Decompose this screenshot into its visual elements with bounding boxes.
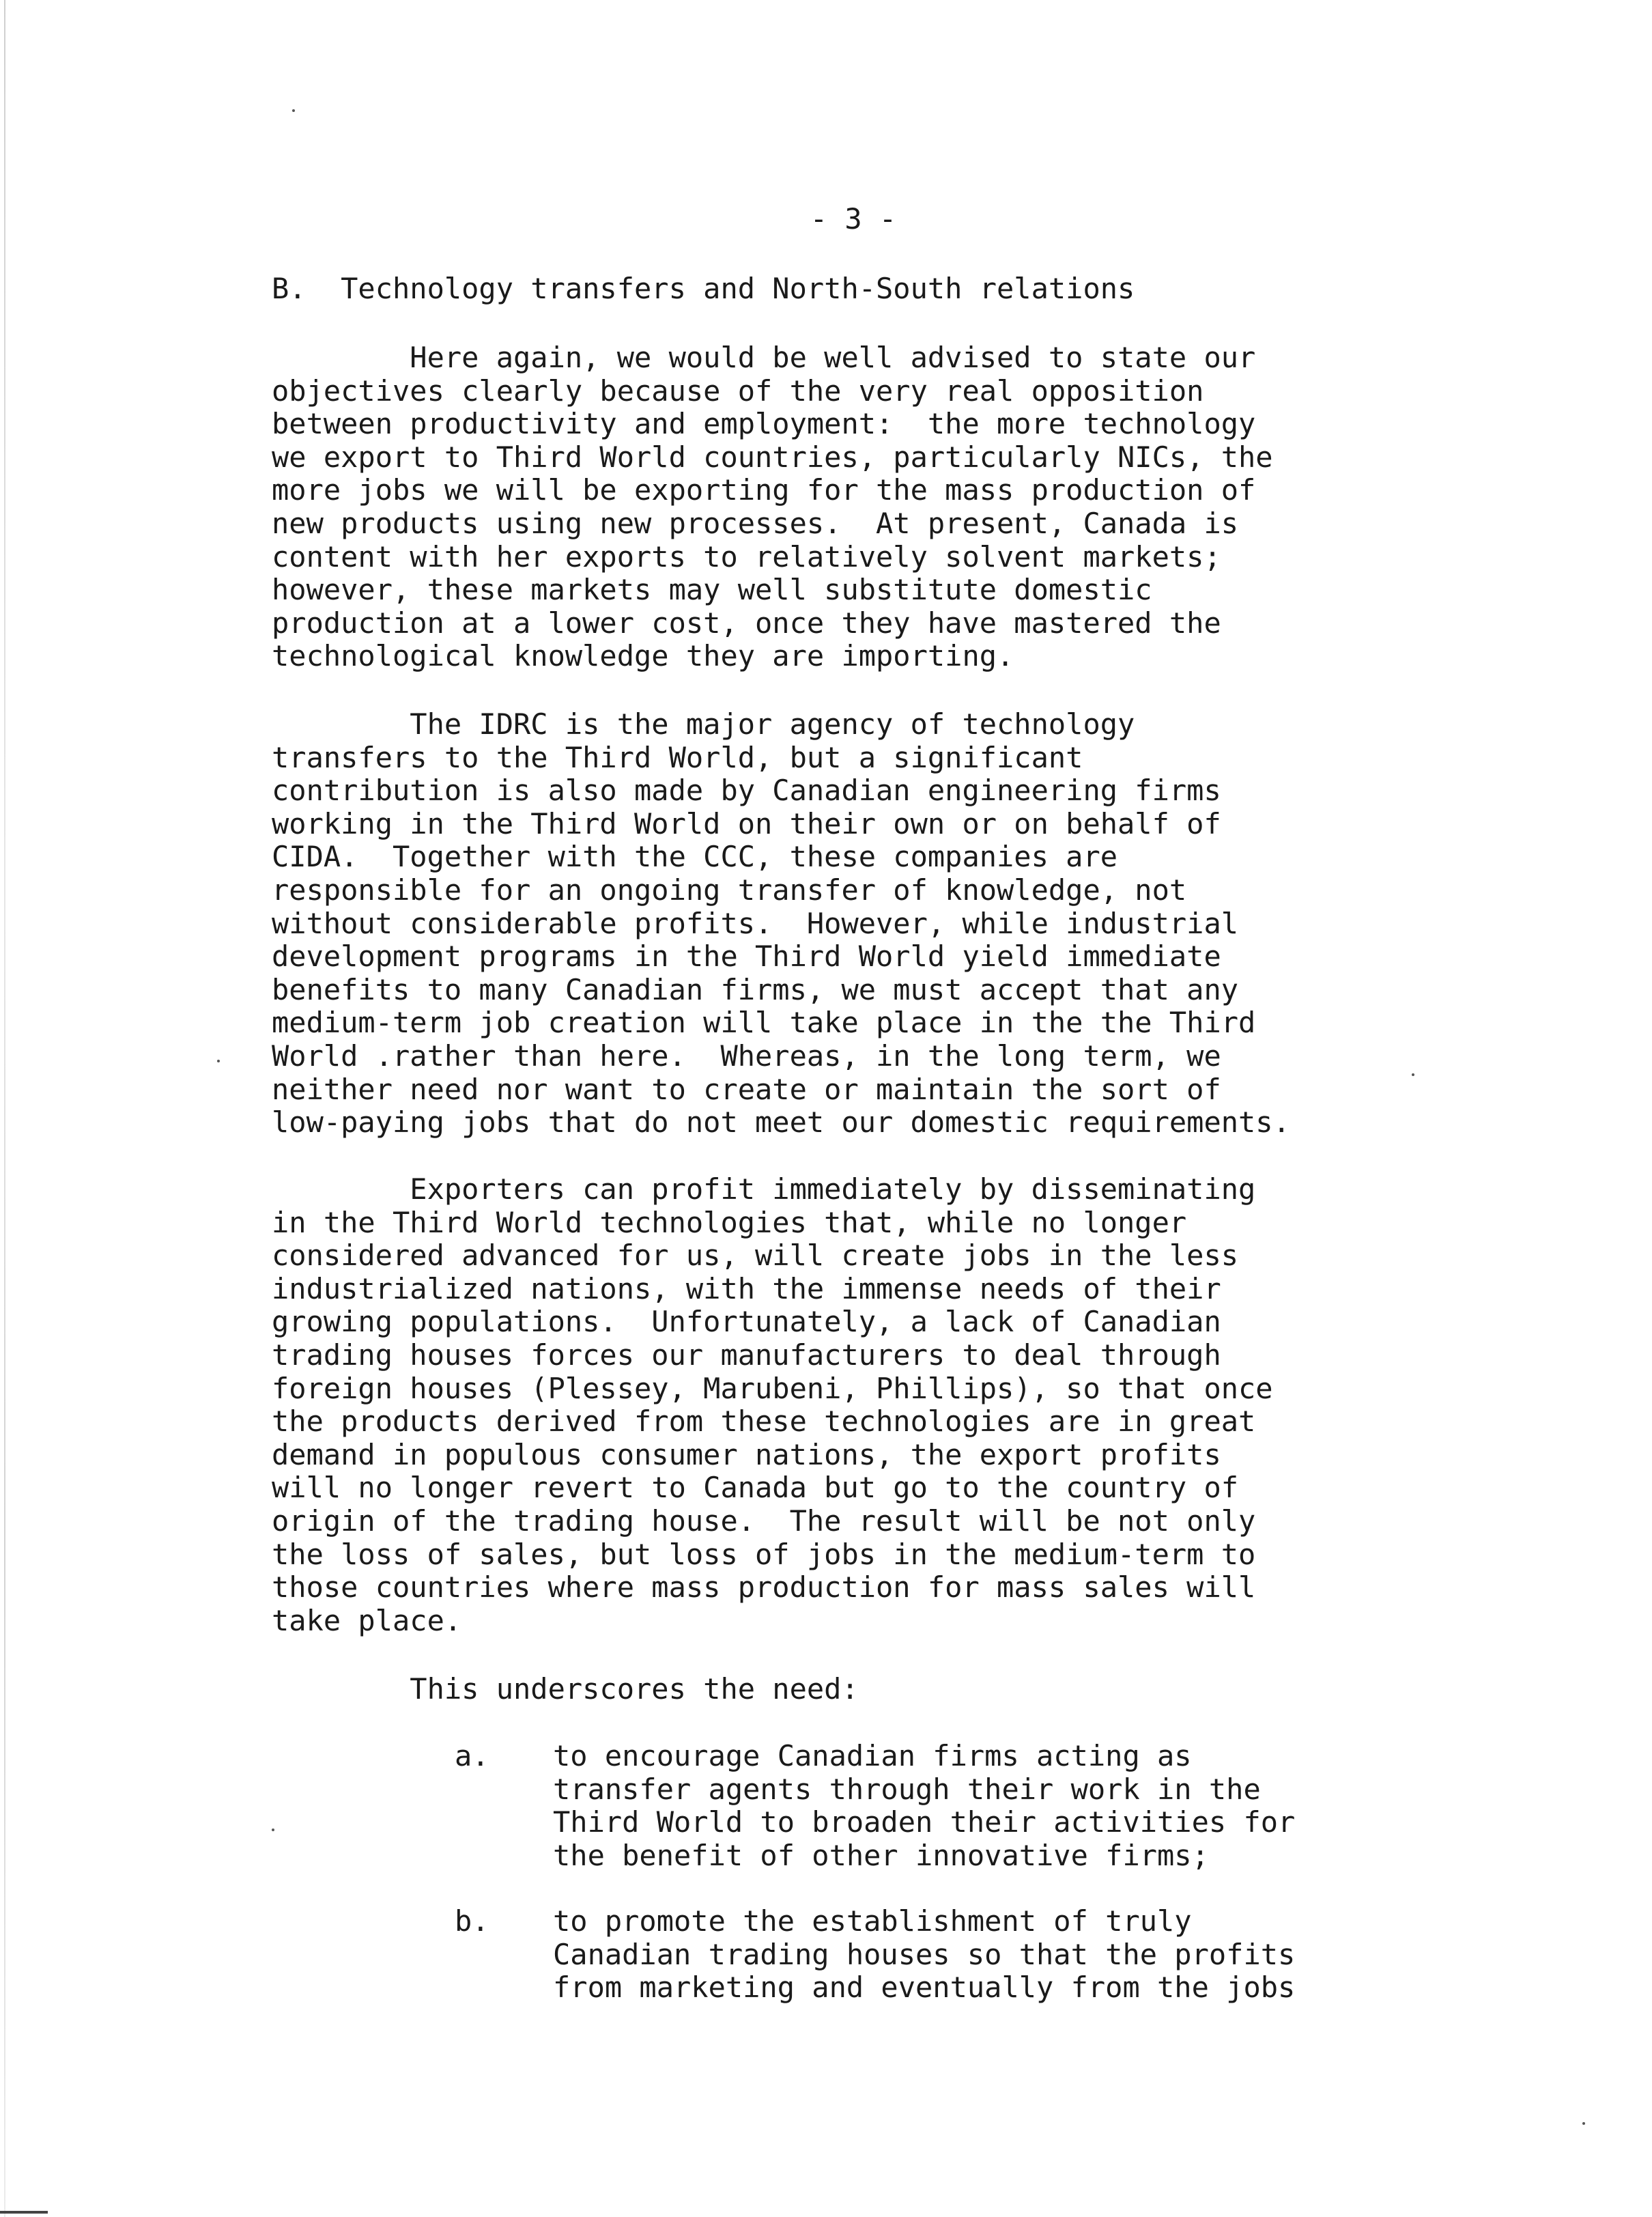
page-number: - 3 - (810, 202, 897, 236)
text-line: Here again, we would be well advised to state our (272, 341, 1256, 374)
text-line: those countries where mass production for mass sales will (272, 1570, 1256, 1605)
text-line: without considerable profits. However, while industrial (272, 906, 1239, 940)
text-line: This underscores the need: (272, 1672, 859, 1706)
text-line: however, these markets may well substitute domestic (272, 573, 1152, 607)
text-line: origin of the trading house. The result will be not only (272, 1503, 1256, 1538)
text-line: more jobs we will be exporting for the mass production of (272, 473, 1256, 507)
list-marker: b. (455, 1904, 489, 1938)
text-line: transfers to the Third World, but a significant (272, 740, 1083, 774)
text-line: development programs in the Third World yield immediate (272, 940, 1221, 974)
text-line: new products using new processes. At present, Canada is (272, 506, 1239, 540)
text-line: benefits to many Canadian firms, we must accept that any (272, 972, 1239, 1006)
text-line: trading houses forces our manufacturers to deal through (272, 1338, 1221, 1372)
text-line: considered advanced for us, will create jobs in the less (272, 1239, 1239, 1273)
text-line: CIDA. Together with the CCC, these companies are (272, 840, 1118, 874)
text-line: Canadian trading houses so that the profits (553, 1937, 1296, 1971)
scan-bottom-rule (0, 2211, 48, 2214)
section-heading: B. Technology transfers and North-South relations (272, 272, 1135, 305)
text-line: foreign houses (Plessey, Marubeni, Phillips), so that once (272, 1371, 1273, 1405)
text-line: working in the Third World on their own or on behalf of (272, 806, 1221, 841)
text-line: contribution is also made by Canadian engineering firms (272, 774, 1221, 808)
text-line: between productivity and employment: the more technology (272, 407, 1256, 441)
list-item-body (553, 1740, 1295, 1872)
scan-speck (217, 1060, 220, 1062)
text-line: growing populations. Unfortunately, a lack of Canadian (272, 1305, 1221, 1339)
text-line: responsible for an ongoing transfer of knowledge, not (272, 873, 1187, 907)
text-line: transfer agents through their work in the (553, 1772, 1261, 1806)
text-line: production at a lower cost, once they have mastered the (272, 606, 1221, 640)
text-line: to encourage Canadian firms acting as (553, 1739, 1192, 1773)
text-line: Third World to broaden their activities for (553, 1805, 1296, 1839)
paragraph-productivity-employment (272, 341, 1459, 673)
text-line: take place. (272, 1603, 462, 1637)
text-line: medium-term job creation will take place in the the Third (272, 1006, 1256, 1040)
paragraph-idrc (272, 708, 1459, 1140)
text-line: the benefit of other innovative firms; (553, 1838, 1209, 1872)
text-line: technological knowledge they are importing. (272, 639, 1014, 673)
text-line: in the Third World technologies that, while no longer (272, 1205, 1187, 1239)
text-line: objectives clearly because of the very real opposition (272, 373, 1204, 408)
list-marker: a. (455, 1739, 489, 1773)
text-line: demand in populous consumer nations, the export profits (272, 1437, 1221, 1471)
paragraph-exporters (272, 1173, 1459, 1637)
text-line: we export to Third World countries, particularly NICs, the (272, 440, 1273, 474)
text-line: low-paying jobs that do not meet our domestic requirements. (272, 1105, 1290, 1140)
scan-edge (4, 0, 5, 2217)
scan-speck (1582, 2122, 1585, 2125)
scan-speck (292, 109, 295, 112)
text-line: from marketing and eventually from the jobs (553, 1971, 1296, 2005)
text-line: the loss of sales, but loss of jobs in the medium-term to (272, 1537, 1256, 1571)
text-line: Exporters can profit immediately by disseminating (272, 1172, 1256, 1206)
text-line: content with her exports to relatively solvent markets; (272, 539, 1221, 574)
text-line: industrialized nations, with the immense needs of their (272, 1271, 1221, 1305)
text-line: World .rather than here. Whereas, in the long term, we (272, 1039, 1221, 1073)
list-item-body (553, 1905, 1295, 2005)
text-line: the products derived from these technologies are in great (272, 1404, 1256, 1439)
text-line: will no longer revert to Canada but go to the country of (272, 1471, 1239, 1505)
scan-speck (1412, 1073, 1414, 1076)
text-line: The IDRC is the major agency of technology (272, 707, 1135, 741)
scan-speck (272, 1828, 274, 1831)
text-line: neither need nor want to create or maintain the sort of (272, 1072, 1221, 1106)
text-line: to promote the establishment of truly (553, 1904, 1192, 1938)
paragraph-need (272, 1673, 1459, 1706)
